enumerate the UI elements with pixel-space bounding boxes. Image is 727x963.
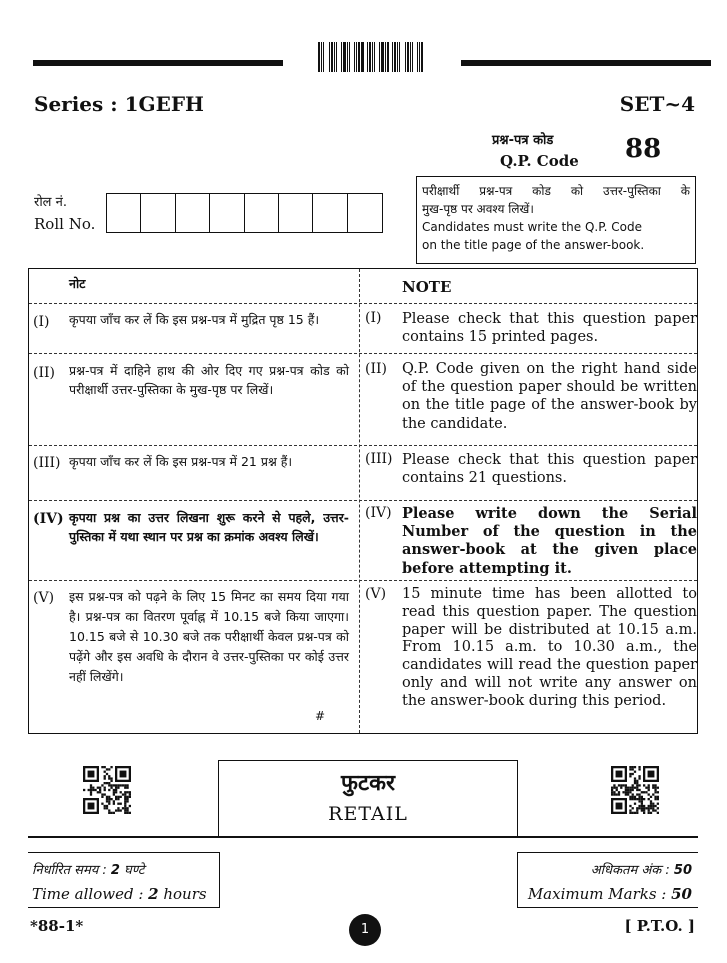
note-number: (IV) xyxy=(365,505,392,521)
roll-digit-box[interactable] xyxy=(279,194,313,232)
set-label: SET~4 xyxy=(619,92,695,116)
roll-digit-box[interactable] xyxy=(107,194,141,232)
note-text-hindi: कृपया प्रश्न का उत्तर लिखना शुरू करने से पहले, उत्तर-पुस्तिका में यथा स्थान पर प्रश्न का क्रमांक अवश्य लिखें। xyxy=(69,510,349,544)
note-text-hindi: इस प्रश्न-पत्र को पढ़ने के लिए 15 मिनट का समय दिया गया है। प्रश्न-पत्र का वितरण पूर्वाह्न में 10.15 बजे किया जाएगा। 10.15 बजे से 10.30 बजे तक परीक्षार्थी केवल प्रश्न-पत्र को पढ़ेंगे और इस अवधि के दौरान वे उत्तर-पुस्तिका पर कोई उत्तर नहीं लिखेंगे। xyxy=(69,589,349,684)
top-rule-left xyxy=(33,60,283,66)
note-text-hindi: कृपया जाँच कर लें कि इस प्रश्न-पत्र में मुद्रित पृष्ठ 15 हैं। xyxy=(69,312,320,327)
instruction-hindi-line2: मुख-पृष्ठ पर अवश्य लिखें। xyxy=(422,202,534,216)
maximum-marks: Maximum Marks : 50 xyxy=(527,885,692,903)
note-number: (IV) xyxy=(33,511,64,527)
row-divider xyxy=(29,303,697,304)
row-divider xyxy=(29,353,697,354)
roll-digit-box[interactable] xyxy=(141,194,175,232)
note-number: (V) xyxy=(365,586,387,602)
note-text: Please write down the Serial Number of the question in the answer-book at the given place before attempting it. xyxy=(402,505,697,577)
marks-hindi: अधिकतम अंक : 50 xyxy=(590,863,692,878)
page-number: 1 xyxy=(349,914,381,946)
note-number: (I) xyxy=(365,310,382,326)
qp-code-instruction-box xyxy=(416,176,696,264)
time-allowed: Time allowed : 2 hours xyxy=(32,885,207,903)
note-text: 15 minute time has been allotted to read this question paper. The question paper will be distributed at 10.15 a.m. From 10.15 a.m. to 10.30 a.m., the candidates will read the question paper only and will not write any answer on the answer-book during this period. xyxy=(402,586,697,709)
note-text: Q.P. Code given on the right hand side of the question paper should be written on the title page of the answer-book by the candidate. xyxy=(402,361,697,432)
roll-digit-box[interactable] xyxy=(210,194,244,232)
row-divider xyxy=(29,580,697,581)
qp-code-hindi-label: प्रश्न-पत्र कोड xyxy=(492,133,554,148)
top-rule-right xyxy=(461,60,711,66)
paper-code-footer: *88-1* xyxy=(30,917,84,935)
instruction-hindi-line1: परीक्षार्थी प्रश्न-पत्र कोड को उत्तर-पुस्तिका के xyxy=(422,184,690,198)
subject-title-hindi: फुटकर xyxy=(341,771,395,796)
series-label: Series : 1GEFH xyxy=(34,92,204,116)
roll-label-hindi: रोल नं. xyxy=(34,195,67,210)
notes-table xyxy=(28,268,698,734)
note-text-hindi: प्रश्न-पत्र में दाहिने हाथ की ओर दिए गए प्रश्न-पत्र कोड को परीक्षार्थी उत्तर-पुस्तिका के मुख-पृष्ठ पर लिखें। xyxy=(69,363,349,397)
note-number: (III) xyxy=(365,451,393,467)
note-number: (II) xyxy=(33,365,55,381)
instruction-en-line2: on the title page of the answer-book. xyxy=(422,238,645,252)
qr-code-icon xyxy=(611,766,659,814)
separator-rule xyxy=(28,836,698,838)
roll-label: Roll No. xyxy=(34,215,96,233)
roll-digit-box[interactable] xyxy=(313,194,347,232)
roll-digit-box[interactable] xyxy=(176,194,210,232)
roll-digit-box[interactable] xyxy=(348,194,382,232)
note-heading: NOTE xyxy=(402,278,452,296)
note-heading-hindi: नोट xyxy=(69,276,86,291)
time-hindi: निर्धारित समय : 2 घण्टे xyxy=(32,863,145,878)
subject-box xyxy=(218,760,518,837)
note-text: Please check that this question paper contains 15 printed pages. xyxy=(402,311,697,346)
qp-code-label: Q.P. Code xyxy=(500,152,579,170)
barcode-icon xyxy=(318,42,438,72)
subject-title: RETAIL xyxy=(328,803,408,825)
roll-digit-box[interactable] xyxy=(245,194,279,232)
note-text-hindi: कृपया जाँच कर लें कि इस प्रश्न-पत्र में 21 प्रश्न हैं। xyxy=(69,454,293,469)
qp-code-value: 88 xyxy=(625,134,662,164)
note-number: (II) xyxy=(365,361,387,377)
note-number: (III) xyxy=(33,455,61,471)
pto-label: [ P.T.O. ] xyxy=(624,917,695,935)
column-divider xyxy=(359,269,360,733)
roll-number-boxes[interactable] xyxy=(106,193,383,233)
time-allowed-box xyxy=(28,852,220,908)
note-text: Please check that this question paper contains 21 questions. xyxy=(402,452,697,487)
qr-code-icon xyxy=(83,766,131,814)
note-number: (V) xyxy=(33,590,55,606)
row-divider xyxy=(29,445,697,446)
note-number: (I) xyxy=(33,314,50,330)
maximum-marks-box xyxy=(517,852,698,908)
instruction-en-line1: Candidates must write the Q.P. Code xyxy=(422,220,642,234)
row-divider xyxy=(29,500,697,501)
hash-mark: # xyxy=(315,709,326,723)
